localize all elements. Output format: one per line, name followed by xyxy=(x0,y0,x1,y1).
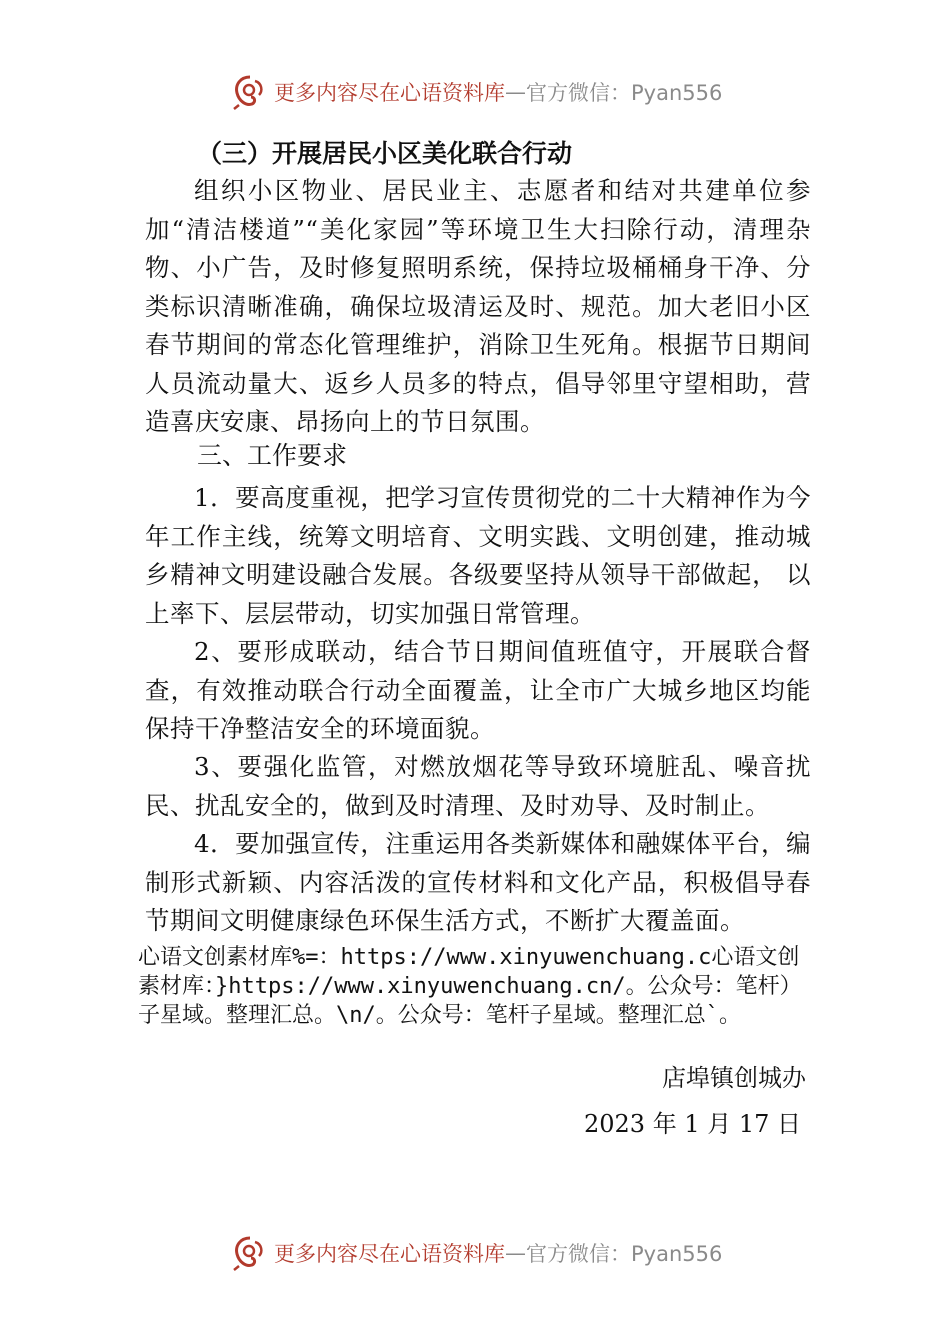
footer-note: 心语文创素材库%=：https://www.xinyuwenchuang.c心语文创素材库：}https://www.xinyuwenchuang.cn/。公众号：笔杆）子星域。整理汇总。\n/。公众号：笔杆子星域。整理汇总`。 xyxy=(138,945,802,1028)
ear-flower-logo-icon xyxy=(230,1234,268,1272)
watermark-brand: 更多内容尽在心语资料库 xyxy=(274,81,505,105)
signature-org: 店埠镇创城办 xyxy=(662,1064,806,1092)
requirements-heading: 三、工作要求 xyxy=(197,441,348,470)
requirement-item-4: 4．要加强宣传，注重运用各类新媒体和融媒体平台，编制形式新颖、内容活泼的宣传材料和文化产品，积极倡导春节期间文明健康绿色环保生活方式，不断扩大覆盖面。 xyxy=(145,829,811,935)
footer-watermark xyxy=(230,1233,722,1273)
watermark-brand: 更多内容尽在心语资料库 xyxy=(274,1242,505,1266)
requirement-item-1: 1．要高度重视，把学习宣传贯彻党的二十大精神作为今年工作主线，统筹文明培育、文明实践、文明创建，推动城乡精神文明建设融合发展。各级要坚持从领导干部做起， 以上率下、层层带动，切实加强日常管理。 xyxy=(145,483,811,628)
watermark-wechat: 官方微信：Pyan556 xyxy=(526,1242,723,1266)
watermark-separator: — xyxy=(505,80,526,104)
signature-date: 2023 年 1 月 17 日 xyxy=(584,1110,802,1138)
section3-heading: （三）开展居民小区美化联合行动 xyxy=(197,139,573,168)
watermark-separator: — xyxy=(505,1241,526,1265)
requirement-item-3: 3、要强化监管，对燃放烟花等导致环境脏乱、噪音扰民、扰乱安全的，做到及时清理、及时劝导、及时制止。 xyxy=(145,752,811,820)
header-watermark xyxy=(230,72,722,112)
requirement-item-2: 2、要形成联动，结合节日期间值班值守，开展联合督查，有效推动联合行动全面覆盖，让全市广大城乡地区均能保持干净整洁安全的环境面貌。 xyxy=(145,637,811,743)
watermark-wechat: 官方微信：Pyan556 xyxy=(526,81,723,105)
ear-flower-logo-icon xyxy=(230,73,268,111)
section3-paragraph: 组织小区物业、居民业主、志愿者和结对共建单位参加“清洁楼道”“美化家园”等环境卫生大扫除行动，清理杂物、小广告，及时修复照明系统，保持垃圾桶桶身干净、分类标识清晰准确，确保垃圾清运及时、规范。加大老旧小区春节期间的常态化管理维护，消除卫生死角。根据节日期间人员流动量大、返乡人员多的特点，倡导邻里守望相助，营造喜庆安康、昂扬向上的节日氛围。 xyxy=(145,176,811,436)
